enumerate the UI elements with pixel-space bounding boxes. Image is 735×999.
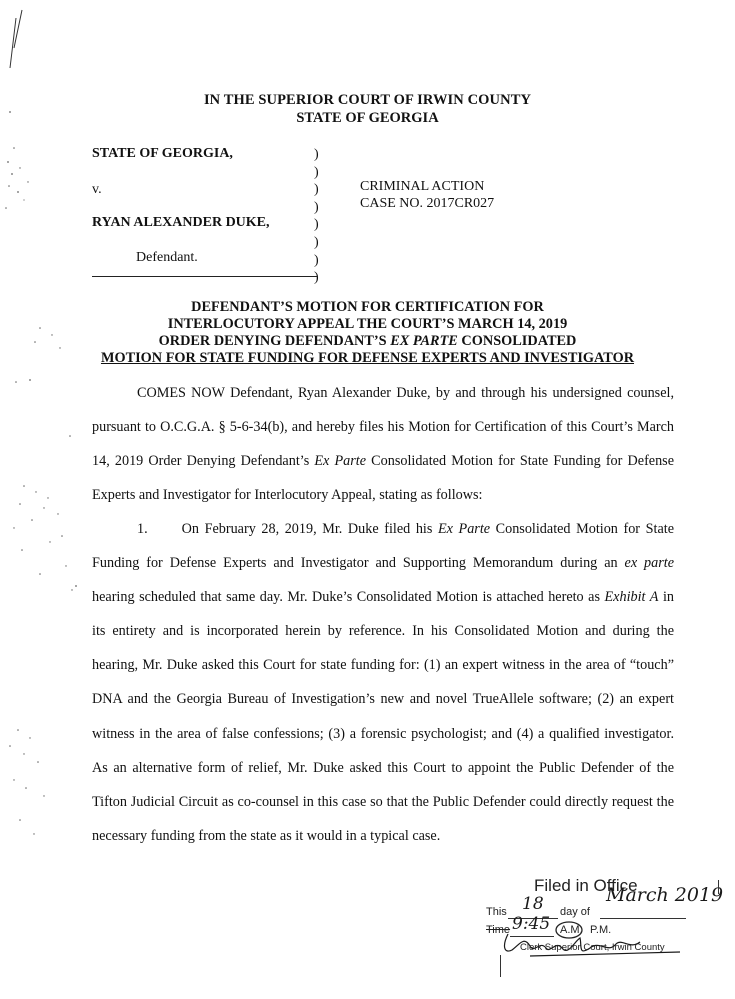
stamp-clerk: Clerk Superior Court, Irwin County xyxy=(520,942,665,953)
paragraph-italic: Ex Parte xyxy=(437,521,491,537)
stamp-heading: Filed in Office xyxy=(534,876,638,895)
caption-plaintiff: STATE OF GEORGIA, xyxy=(92,146,233,161)
stamp-pm: P.M. xyxy=(590,924,612,936)
paragraph-italic: ex parte xyxy=(624,555,675,572)
motion-title-line-3 xyxy=(0,333,735,350)
title-italic: EX PARTE xyxy=(390,333,458,349)
motion-title-line-1: DEFENDANT’S MOTION FOR CERTIFICATION FOR xyxy=(191,299,544,315)
caption-defendant: RYAN ALEXANDER DUKE, xyxy=(92,215,270,230)
caption-paren-column: ) ) ) ) ) ) ) ) xyxy=(314,147,319,286)
intro-paragraph xyxy=(92,376,674,512)
scan-noise-left xyxy=(0,90,80,870)
caption-action-type: CRIMINAL ACTION xyxy=(360,179,485,194)
paragraph-text: On February 28, 2019, Mr. Duke filed his xyxy=(181,521,438,537)
stamp-month-handwritten: March 2019 xyxy=(606,884,724,906)
caption-case-number: CASE NO. 2017CR027 xyxy=(360,196,495,211)
scan-mark-corner xyxy=(4,8,34,78)
court-name: IN THE SUPERIOR COURT OF IRWIN COUNTY xyxy=(203,92,532,108)
title-text: CONSOLIDATED xyxy=(457,333,577,349)
title-text: ORDER DENYING DEFENDANT’S xyxy=(158,333,391,349)
stamp-am: A.M. xyxy=(560,924,583,936)
intro-text: COMES NOW Defendant, Ryan Alexander Duke, by and through his undersigned counsel, pursuant to O.C.G.A. § 5-6-34(b), and hereby files his Motion for Certification of this Court’s March 14, 2019 Order Denying Defendant’s xyxy=(92,385,674,470)
stamp-time-handwritten: 9:45 xyxy=(512,914,551,934)
caption-versus: v. xyxy=(92,182,102,197)
stamp-day-handwritten: 18 xyxy=(522,894,544,914)
stamp-day-of: day of xyxy=(560,906,590,918)
caption-defendant-role: Defendant. xyxy=(136,250,198,265)
stamp-month-line xyxy=(600,918,686,919)
stamp-time-label: Time xyxy=(486,924,511,936)
motion-title-line-4: MOTION FOR STATE FUNDING FOR DEFENSE EXPERTS AND INVESTIGATOR xyxy=(100,350,635,366)
stamp-this-label: This xyxy=(486,906,507,918)
stamp-edge-mark xyxy=(718,880,720,894)
numbered-paragraph-1 xyxy=(92,512,674,853)
paragraph-number: 1. xyxy=(137,521,148,537)
intro-italic: Ex Parte xyxy=(314,453,367,470)
motion-title xyxy=(0,299,735,367)
paragraph-text: hearing scheduled that same day. Mr. Duke’s Consolidated Motion is attached hereto as xyxy=(92,589,605,606)
caption-rule xyxy=(92,276,317,277)
paragraph-text: Consolidated Motion for State Funding for Defense Experts and Investigator and Supporting Memorandum during an xyxy=(92,521,674,572)
intro-text-end: Consolidated Motion for State Funding for Defense Experts and Investigator for Interlocutory Appeal, stating as follows: xyxy=(92,453,674,504)
court-state: STATE OF GEORGIA xyxy=(296,110,439,126)
motion-title-line-2: INTERLOCUTORY APPEAL THE COURT’S MARCH 14, 2019 xyxy=(167,316,568,332)
paragraph-text: in its entirety and is incorporated herein by reference. In his Consolidated Motion and during the hearing, Mr. Duke asked this Court for state funding for: (1) an expert witness in the area of “touch” DNA and the Georgia Bureau of Investigation’s new and novel TrueAllele software; (2) an expert witness in the area of false confessions; (3) a forensic psychologist; and (4) a qualified investigator. As an alternative form of relief, Mr. Duke asked this Court to appoint the Public Defender of the Tifton Judicial Circuit as co-counsel in this case so that the Public Defender could directly request the necessary funding from the state as it would in a typical case. xyxy=(92,589,674,844)
paragraph-italic: Exhibit A xyxy=(604,589,659,606)
stamp-mark xyxy=(500,955,505,977)
